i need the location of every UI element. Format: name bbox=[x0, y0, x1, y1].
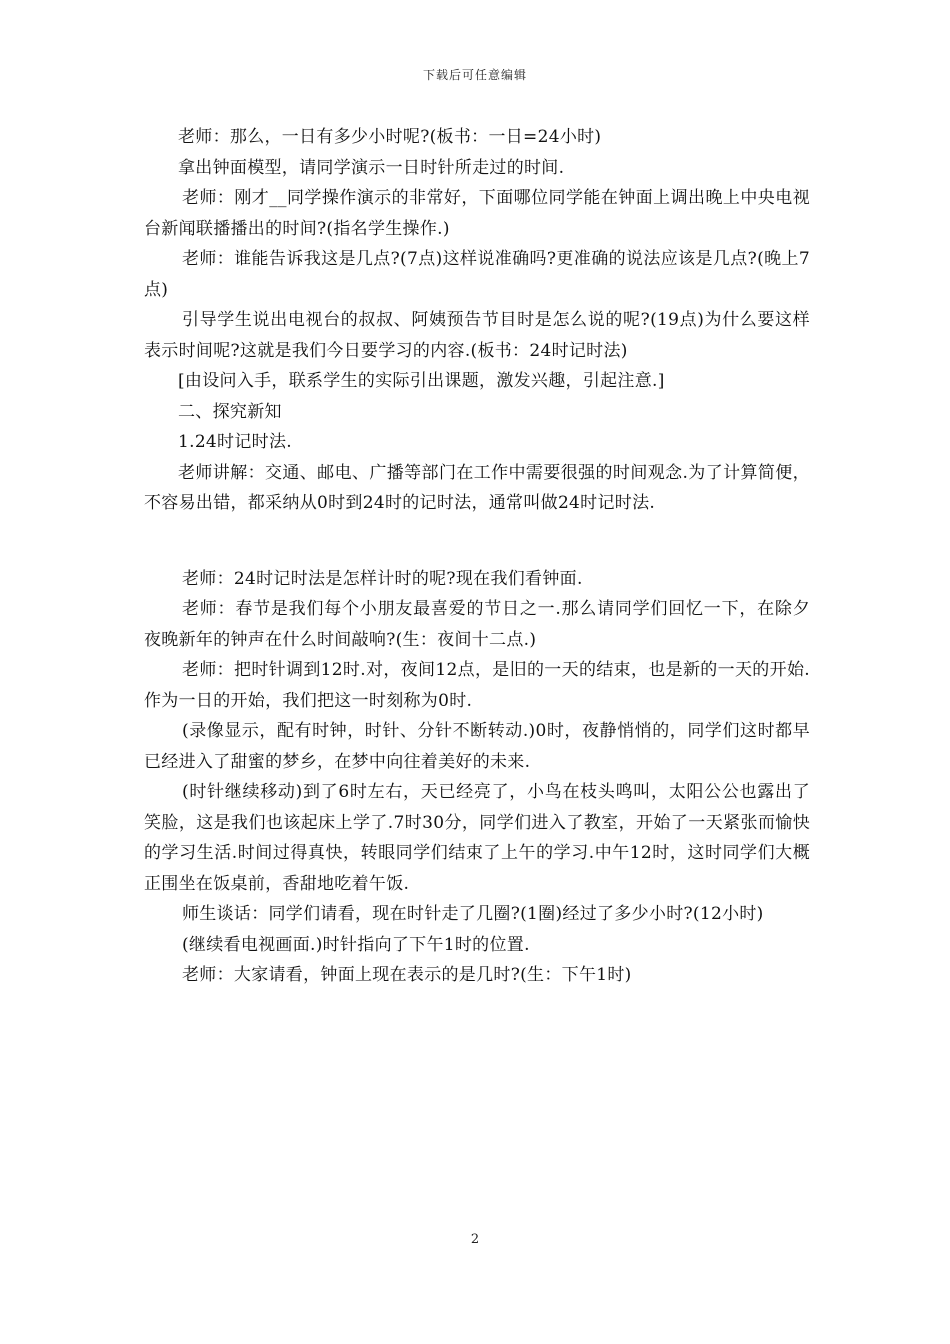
paragraph-1: 老师：那么，一日有多少小时呢?(板书：一日=24小时) bbox=[178, 127, 602, 147]
paragraph-16: (继续看电视画面.)时针指向了下午1时的位置. bbox=[182, 934, 530, 955]
subsection-heading: 1.24时记时法. bbox=[178, 432, 292, 452]
paragraph-11: 老师：春节是我们每个小朋友最喜爱的节日之一.那么请同学们回忆一下，在除夕夜晚新年的钟声在什么时间敲响?(生：夜间十二点.) bbox=[144, 599, 810, 650]
page-number: 2 bbox=[470, 1232, 480, 1247]
paragraph-6: [由设问入手，联系学生的实际引出课题，激发兴趣，引起注意.] bbox=[178, 371, 665, 391]
page-header: 下载后可任意编辑 bbox=[422, 68, 527, 82]
paragraph-2: 拿出钟面模型，请同学演示一日时针所走过的时间. bbox=[178, 157, 565, 178]
paragraph-9: 老师讲解：交通、邮电、广播等部门在工作中需要很强的时间观念.为了计算简便，不容易出错，都采纳从0时到24时的记时法，通常叫做24时记时法. bbox=[144, 462, 810, 513]
paragraph-12: 老师：把时针调到12时.对，夜间12点，是旧的一天的结束，也是新的一天的开始.作为一日的开始，我们把这一时刻称为0时. bbox=[144, 660, 810, 711]
paragraph-4: 老师：谁能告诉我这是几点?(7点)这样说准确吗?更准确的说法应该是几点?(晚上7点) bbox=[144, 249, 810, 300]
section-heading: 二、探究新知 bbox=[178, 401, 282, 422]
paragraph-13: (录像显示，配有时钟，时针、分针不断转动.)0时，夜静悄悄的，同学们这时都早已经进入了甜蜜的梦乡，在梦中向往着美好的未来. bbox=[144, 721, 810, 772]
document-body bbox=[144, 122, 810, 991]
paragraph-gap bbox=[144, 519, 810, 564]
paragraph-10: 老师：24时记时法是怎样计时的呢?现在我们看钟面. bbox=[182, 568, 583, 589]
paragraph-17: 老师：大家请看，钟面上现在表示的是几时?(生：下午1时) bbox=[182, 965, 632, 985]
paragraph-3: 老师：刚才__同学操作演示的非常好，下面哪位同学能在钟面上调出晚上中央电视台新闻联播播出的时间?(指名学生操作.) bbox=[144, 188, 810, 239]
paragraph-5: 引导学生说出电视台的叔叔、阿姨预告节目时是怎么说的呢?(19点)为什么要这样表示时间呢?这就是我们今日要学习的内容.(板书：24时记时法) bbox=[144, 310, 810, 361]
paragraph-14: (时针继续移动)到了6时左右，天已经亮了，小鸟在枝头鸣叫，太阳公公也露出了笑脸，这是我们也该起床上学了.7时30分，同学们进入了教室，开始了一天紧张而愉快的学习生活.时间过得真快，转眼同学们结束了上午的学习.中午12时，这时同学们大概正围坐在饭桌前，香甜地吃着午饭. bbox=[144, 782, 810, 894]
paragraph-15: 师生谈话：同学们请看，现在时针走了几圈?(1圈)经过了多少小时?(12小时) bbox=[182, 904, 764, 924]
